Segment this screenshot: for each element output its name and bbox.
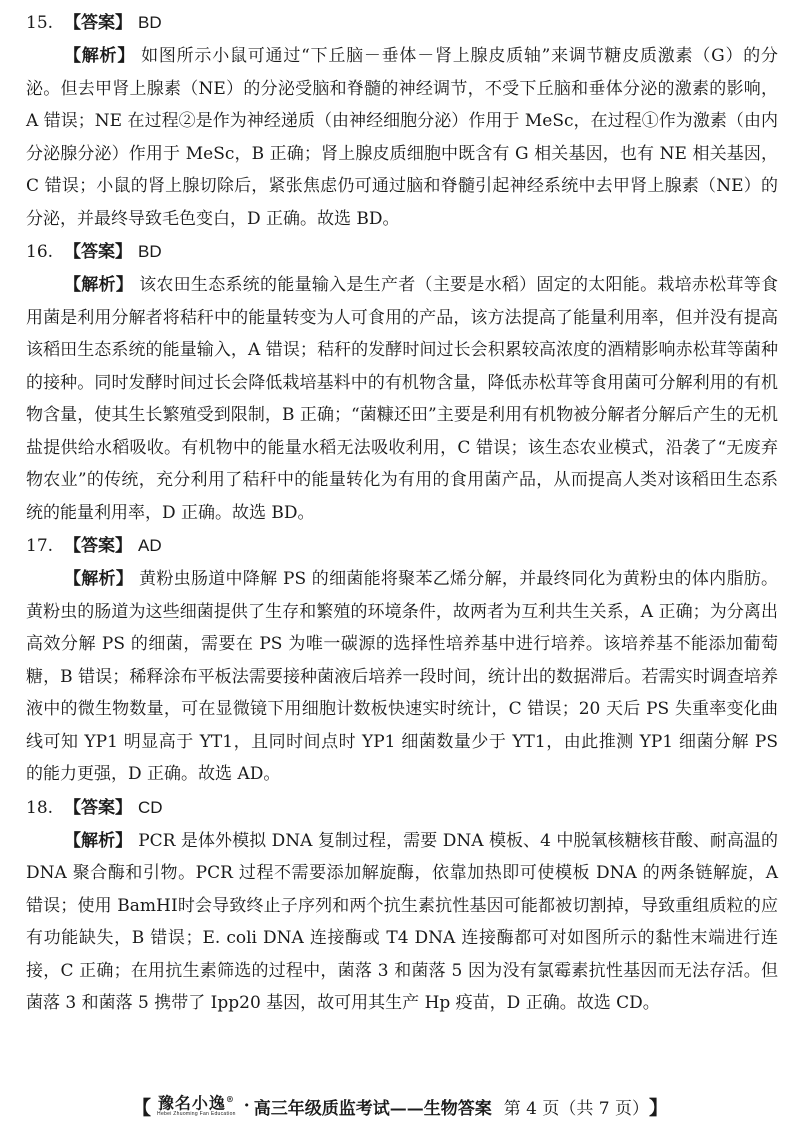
question-18 (26, 791, 778, 1020)
analysis-text: PCR 是体外模拟 DNA 复制过程，需要 DNA 模板、4 中脱氧核糖核苷酸、耐高温的 DNA 聚合酶和引物。PCR 过程不需要添加解旋酶，依靠加热即可使模板 DNA 的两条链解旋，A 错误；使用 BamHⅠ时会导致终止子序列和两个抗生素抗性基因可能都被切割掉，导致重组质粒的应有功能缺失，B 错误；E. coli DNA 连接酶或 T4 DNA 连接酶都可对如图所示的黏性末端进行连接，C 正确；在用抗生素筛选的过程中，菌落 3 和菌落 5 因为没有氯霉素抗性基因而无法存活。但菌落 3 和菌落 5 携带了 Ipp20 基因，故可用其生产 Hp 疫苗，D 正确。故选 CD。 (26, 830, 779, 1013)
analysis-label: 【解析】 (64, 275, 134, 295)
logo-text: 豫名小逸 (157, 1093, 226, 1113)
question-number: 15. (26, 13, 54, 33)
analysis-paragraph (26, 269, 778, 529)
answer-value: BD (138, 242, 162, 261)
analysis-paragraph (26, 40, 778, 235)
answer-line (26, 6, 778, 40)
answer-content (26, 6, 778, 1020)
answer-label: 【答案】 (64, 242, 132, 262)
answer-value: CD (138, 797, 163, 817)
exam-title: 高三年级质监考试——生物答案 (253, 1098, 492, 1119)
logo-registered-mark: ® (225, 1093, 235, 1104)
footer-bracket-right: 】 (648, 1096, 668, 1119)
footer-bracket-left: 【 (132, 1096, 152, 1119)
answer-line (26, 529, 778, 563)
answer-line (26, 235, 778, 269)
analysis-text: 黄粉虫肠道中降解 PS 的细菌能将聚苯乙烯分解，并最终同化为黄粉虫的体内脂肪。黄粉虫的肠道为这些细菌提供了生存和繁殖的环境条件，故两者为互利共生关系，A 正确；为分离出高效分解 PS 的细菌，需要在 PS 为唯一碳源的选择性培养基中进行培养。该培养基不能添加葡萄糖，B 错误；稀释涂布平板法需要接种菌液后培养一段时间，统计出的数据滞后。若需实时调查培养液中的微生物数量，可在显微镜下用细胞计数板快速实时统计，C 错误；20 天后 PS 失重率变化曲线可知 YP1 明显高于 YT1，且同时间点时 YP1 细菌数量少于 YT1，由此推测 YP1 细菌分解 PS 的能力更强，D 正确。故选 AD。 (26, 569, 779, 784)
question-number: 17. (26, 536, 54, 556)
answer-label: 【答案】 (64, 13, 132, 33)
answer-line (26, 791, 778, 825)
analysis-paragraph (26, 825, 778, 1020)
question-17 (26, 529, 778, 791)
analysis-text: 该农田生态系统的能量输入是生产者（主要是水稻）固定的太阳能。栽培赤松茸等食用菌是利用分解者将秸秆中的能量转变为人可食用的产品，该方法提高了能量利用率，但并没有提高该稻田生态系统的能量输入，A 错误；秸秆的发酵时间过长会积累较高浓度的酒精影响赤松茸等菌种的接种。同时发酵时间过长会降低栽培基料中的有机物含量，降低赤松茸等食用菌可分解利用的有机物含量，使其生长繁殖受到限制，B 正确；“菌糠还田”主要是利用有机物被分解者分解后产生的无机盐提供给水稻吸收。有机物中的能量水稻无法吸收利用，C 错误；该生态农业模式，沿袭了“无废弃物农业”的传统，充分利用了秸秆中的能量转化为有用的食用菌产品，从而提高人类对该稻田生态系统的能量利用率，D 正确。故选 BD。 (26, 275, 779, 523)
question-number: 18. (26, 797, 54, 818)
analysis-label: 【解析】 (64, 569, 134, 589)
page-number: 第 4 页（共 7 页） (503, 1098, 649, 1119)
analysis-paragraph (26, 563, 778, 791)
footer-separator: · (243, 1096, 250, 1116)
answer-value: AD (138, 536, 162, 555)
answer-value: BD (138, 13, 162, 32)
answer-label: 【答案】 (64, 797, 132, 818)
page-footer (0, 1088, 800, 1124)
analysis-label: 【解析】 (64, 830, 133, 851)
logo-subtitle: Hebei Zhuoming Fan Education (157, 1111, 236, 1118)
question-15 (26, 6, 778, 235)
analysis-label: 【解析】 (64, 46, 136, 66)
question-number: 16. (26, 242, 54, 262)
question-16 (26, 235, 778, 529)
brand-logo (157, 1095, 236, 1117)
analysis-text: 如图所示小鼠可通过“下丘脑－垂体－肾上腺皮质轴”来调节糖皮质激素（G）的分泌。但去甲肾上腺素（NE）的分泌受脑和脊髓的神经调节，不受下丘脑和垂体分泌的激素的影响，A 错误；NE 在过程②是作为神经递质（由神经细胞分泌）作用于 MeSc，在过程①作为激素（由内分泌腺分泌）作用于 MeSc，B 正确；肾上腺皮质细胞中既含有 G 相关基因，也有 NE 相关基因，C 错误；小鼠的肾上腺切除后，紧张焦虑仍可通过脑和脊髓引起神经系统中去甲肾上腺素（NE）的分泌，并最终导致毛色变白，D 正确。故选 BD。 (26, 46, 778, 229)
answer-label: 【答案】 (64, 536, 132, 556)
